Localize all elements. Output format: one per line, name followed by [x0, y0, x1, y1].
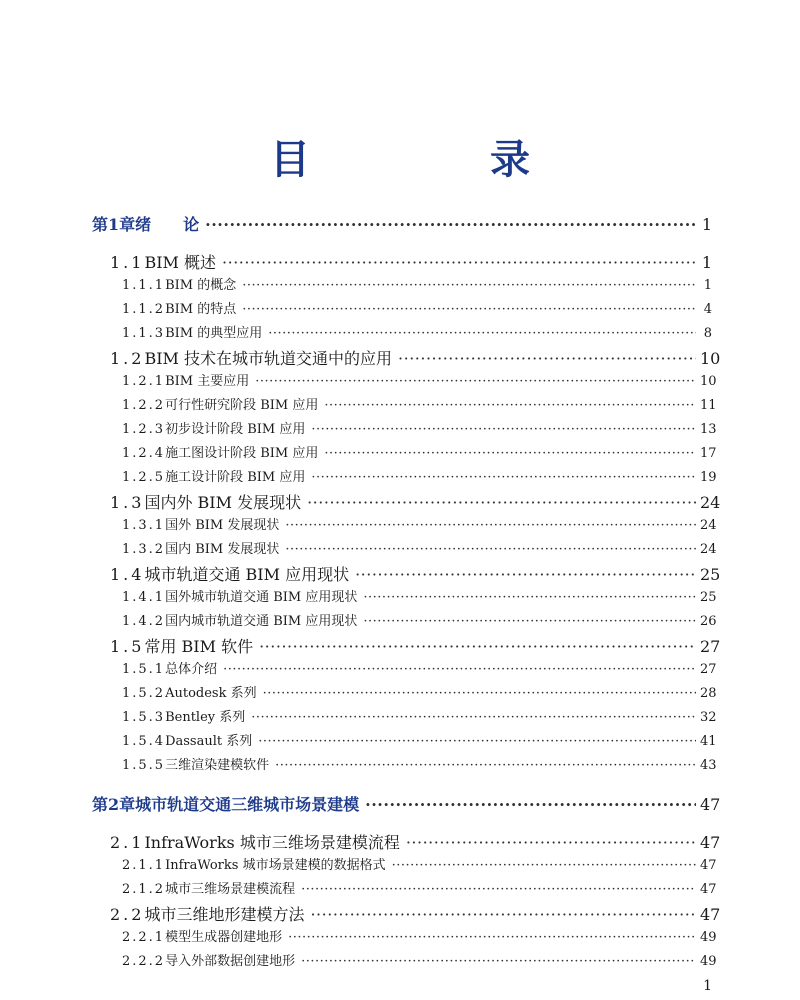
toc-entry-page: 17 [700, 446, 717, 461]
toc-entry-page: 49 [700, 930, 717, 945]
toc-entry-page: 26 [700, 614, 717, 629]
toc-entry-page: 24 [700, 493, 721, 512]
toc-entry-page: 24 [700, 518, 717, 533]
toc-entry-title: BIM 主要应用 [165, 374, 250, 389]
toc-entry-title: 施工图设计阶段 BIM 应用 [165, 446, 319, 461]
toc-entry-number: 1.4 [110, 565, 145, 584]
toc-sub-entry [122, 682, 717, 701]
toc-leader-dots [301, 954, 696, 969]
toc-entry-page: 1 [701, 215, 712, 234]
toc-entry-title: 三维渲染建模软件 [165, 758, 270, 773]
toc-sub-entry [122, 322, 712, 341]
toc-entry-number: 2.1.2 [122, 882, 166, 897]
toc-leader-dots [311, 422, 696, 437]
toc-section-entry [110, 634, 721, 657]
toc-entry-number: 1.3.1 [122, 518, 166, 533]
toc-entry-number: 1.2.2 [122, 398, 166, 413]
toc-leader-dots [311, 470, 696, 485]
toc-leader-dots [242, 278, 696, 293]
toc-sub-entry [122, 514, 717, 533]
toc-entry-title: 常用 BIM 软件 [144, 637, 254, 656]
toc-entry-page: 27 [700, 637, 721, 656]
toc-entry-page: 32 [700, 710, 717, 725]
toc-leader-dots [365, 795, 696, 814]
toc-entry-number: 1.5.4 [122, 734, 166, 749]
toc-leader-dots [406, 833, 696, 852]
toc-leader-dots [275, 758, 696, 773]
toc-entry-number: 1.5.5 [122, 758, 166, 773]
toc-entry-number: 1.2.1 [122, 374, 166, 389]
toc-leader-dots [255, 374, 696, 389]
toc-entry-number: 1.4.2 [122, 614, 166, 629]
toc-entry-page: 8 [703, 326, 712, 341]
toc-entry-page: 13 [700, 422, 717, 437]
toc-sub-entry [122, 442, 717, 461]
toc-entry-title: BIM 的概念 [165, 278, 237, 293]
toc-sub-entry [122, 658, 717, 677]
toc-entry-title: InfraWorks 城市三维场景建模流程 [144, 833, 400, 852]
toc-sub-entry [122, 730, 717, 749]
toc-entry-page: 47 [700, 882, 717, 897]
toc-leader-dots [242, 302, 696, 317]
toc-leader-dots [363, 590, 696, 605]
toc-leader-dots [288, 930, 696, 945]
toc-entry-page: 41 [700, 734, 717, 749]
toc-leader-dots [307, 493, 696, 512]
toc-sub-entry [122, 418, 717, 437]
toc-leader-dots [205, 215, 696, 234]
toc-leader-dots [324, 398, 696, 413]
toc-entry-number: 第2章 [92, 795, 136, 814]
toc-sub-entry [122, 706, 717, 725]
toc-chapter-entry [92, 792, 721, 815]
toc-section-entry [110, 490, 721, 513]
toc-leader-dots [223, 662, 696, 677]
toc-entry-title: BIM 的典型应用 [165, 326, 263, 341]
toc-entry-page: 25 [700, 565, 721, 584]
toc-entry-title: 城市轨道交通 BIM 应用现状 [144, 565, 350, 584]
toc-entry-page: 27 [700, 662, 717, 677]
toc-leader-dots [285, 542, 696, 557]
toc-sub-entry [122, 878, 717, 897]
toc-entry-number: 2.2.1 [122, 930, 166, 945]
toc-entry-number: 1.3.2 [122, 542, 166, 557]
toc-section-entry [110, 250, 712, 273]
toc-entry-title: 初步设计阶段 BIM 应用 [165, 422, 306, 437]
toc-entry-title: 国外城市轨道交通 BIM 应用现状 [165, 590, 358, 605]
toc-entry-title: 总体介绍 [165, 662, 218, 677]
toc-entry-page: 47 [700, 795, 721, 814]
toc-section-entry [110, 562, 721, 585]
toc-entry-title: BIM 概述 [144, 253, 217, 272]
toc-leader-dots [324, 446, 696, 461]
toc-entry-title: 城市三维地形建模方法 [144, 905, 305, 924]
toc-entry-number: 2.1.1 [122, 858, 166, 873]
toc-entry-page: 10 [700, 349, 721, 368]
toc-entry-page: 43 [700, 758, 717, 773]
toc-entry-number: 1.2.3 [122, 422, 166, 437]
toc-leader-dots [301, 882, 696, 897]
toc-entry-number: 2.1 [110, 833, 145, 852]
toc-entry-page: 11 [700, 398, 717, 413]
toc-sub-entry [122, 538, 717, 557]
toc-entry-number: 1.5.3 [122, 710, 166, 725]
toc-section-entry [110, 346, 721, 369]
toc-leader-dots [263, 686, 696, 701]
toc-sub-entry [122, 854, 717, 873]
toc-leader-dots [222, 253, 696, 272]
toc-entry-number: 2.2.2 [122, 954, 166, 969]
toc-entry-title: 绪 论 [135, 215, 200, 234]
toc-entry-title: BIM 的特点 [165, 302, 237, 317]
toc-leader-dots [285, 518, 696, 533]
toc-entry-page: 1 [703, 278, 712, 293]
toc-entry-title: 城市三维场景建模流程 [165, 882, 296, 897]
toc-sub-entry [122, 466, 717, 485]
toc-entry-title: Autodesk 系列 [165, 686, 257, 701]
toc-leader-dots [398, 349, 696, 368]
toc-entry-title: 国内外 BIM 发展现状 [144, 493, 302, 512]
toc-entry-page: 25 [700, 590, 717, 605]
toc-leader-dots [355, 565, 696, 584]
toc-entry-number: 1.5.2 [122, 686, 166, 701]
toc-entry-number: 1.2 [110, 349, 145, 368]
toc-entry-page: 19 [700, 470, 717, 485]
toc-entry-number: 第1章 [92, 215, 136, 234]
toc-leader-dots [268, 326, 696, 341]
toc-entry-title: 城市轨道交通三维城市场景建模 [135, 795, 360, 814]
toc-entry-number: 1.4.1 [122, 590, 166, 605]
toc-entry-page: 1 [701, 253, 712, 272]
page-title: 目 录 [270, 136, 600, 183]
toc-leader-dots [258, 734, 696, 749]
toc-section-entry [110, 902, 721, 925]
toc-entry-number: 2.2 [110, 905, 145, 924]
toc-sub-entry [122, 274, 712, 293]
toc-entry-page: 47 [700, 858, 717, 873]
toc-entry-title: 导入外部数据创建地形 [165, 954, 296, 969]
page-number: 1 [703, 978, 712, 994]
toc-entry-title: BIM 技术在城市轨道交通中的应用 [144, 349, 393, 368]
toc-entry-title: 国外 BIM 发展现状 [165, 518, 280, 533]
toc-entry-number: 1.1.2 [122, 302, 166, 317]
toc-entry-number: 1.1.3 [122, 326, 166, 341]
toc-leader-dots [251, 710, 696, 725]
toc-entry-page: 4 [703, 302, 712, 317]
toc-entry-number: 1.1.1 [122, 278, 166, 293]
toc-entry-number: 1.1 [110, 253, 145, 272]
toc-sub-entry [122, 394, 717, 413]
toc-chapter-entry [92, 212, 712, 235]
toc-entry-number: 1.2.5 [122, 470, 166, 485]
toc-sub-entry [122, 926, 717, 945]
toc-entry-title: 国内 BIM 发展现状 [165, 542, 280, 557]
toc-entry-number: 1.5.1 [122, 662, 166, 677]
toc-entry-title: Bentley 系列 [165, 710, 246, 725]
toc-leader-dots [363, 614, 696, 629]
toc-entry-title: InfraWorks 城市场景建模的数据格式 [165, 858, 386, 873]
toc-entry-title: Dassault 系列 [165, 734, 253, 749]
toc-leader-dots [259, 637, 696, 656]
toc-entry-title: 可行性研究阶段 BIM 应用 [165, 398, 319, 413]
toc-entry-title: 国内城市轨道交通 BIM 应用现状 [165, 614, 358, 629]
toc-sub-entry [122, 610, 717, 629]
toc-entry-number: 1.5 [110, 637, 145, 656]
toc-entry-page: 47 [700, 905, 721, 924]
toc-sub-entry [122, 370, 717, 389]
toc-entry-page: 47 [700, 833, 721, 852]
toc-sub-entry [122, 298, 712, 317]
toc-entry-page: 10 [700, 374, 717, 389]
toc-sub-entry [122, 754, 717, 773]
toc-leader-dots [392, 858, 696, 873]
toc-entry-page: 28 [700, 686, 717, 701]
toc-section-entry [110, 830, 721, 853]
toc-entry-page: 49 [700, 954, 717, 969]
toc-entry-number: 1.3 [110, 493, 145, 512]
toc-entry-title: 施工设计阶段 BIM 应用 [165, 470, 306, 485]
toc-sub-entry [122, 586, 717, 605]
toc-leader-dots [310, 905, 696, 924]
toc-entry-title: 模型生成器创建地形 [165, 930, 283, 945]
toc-entry-number: 1.2.4 [122, 446, 166, 461]
toc-sub-entry [122, 950, 717, 969]
toc-entry-page: 24 [700, 542, 717, 557]
